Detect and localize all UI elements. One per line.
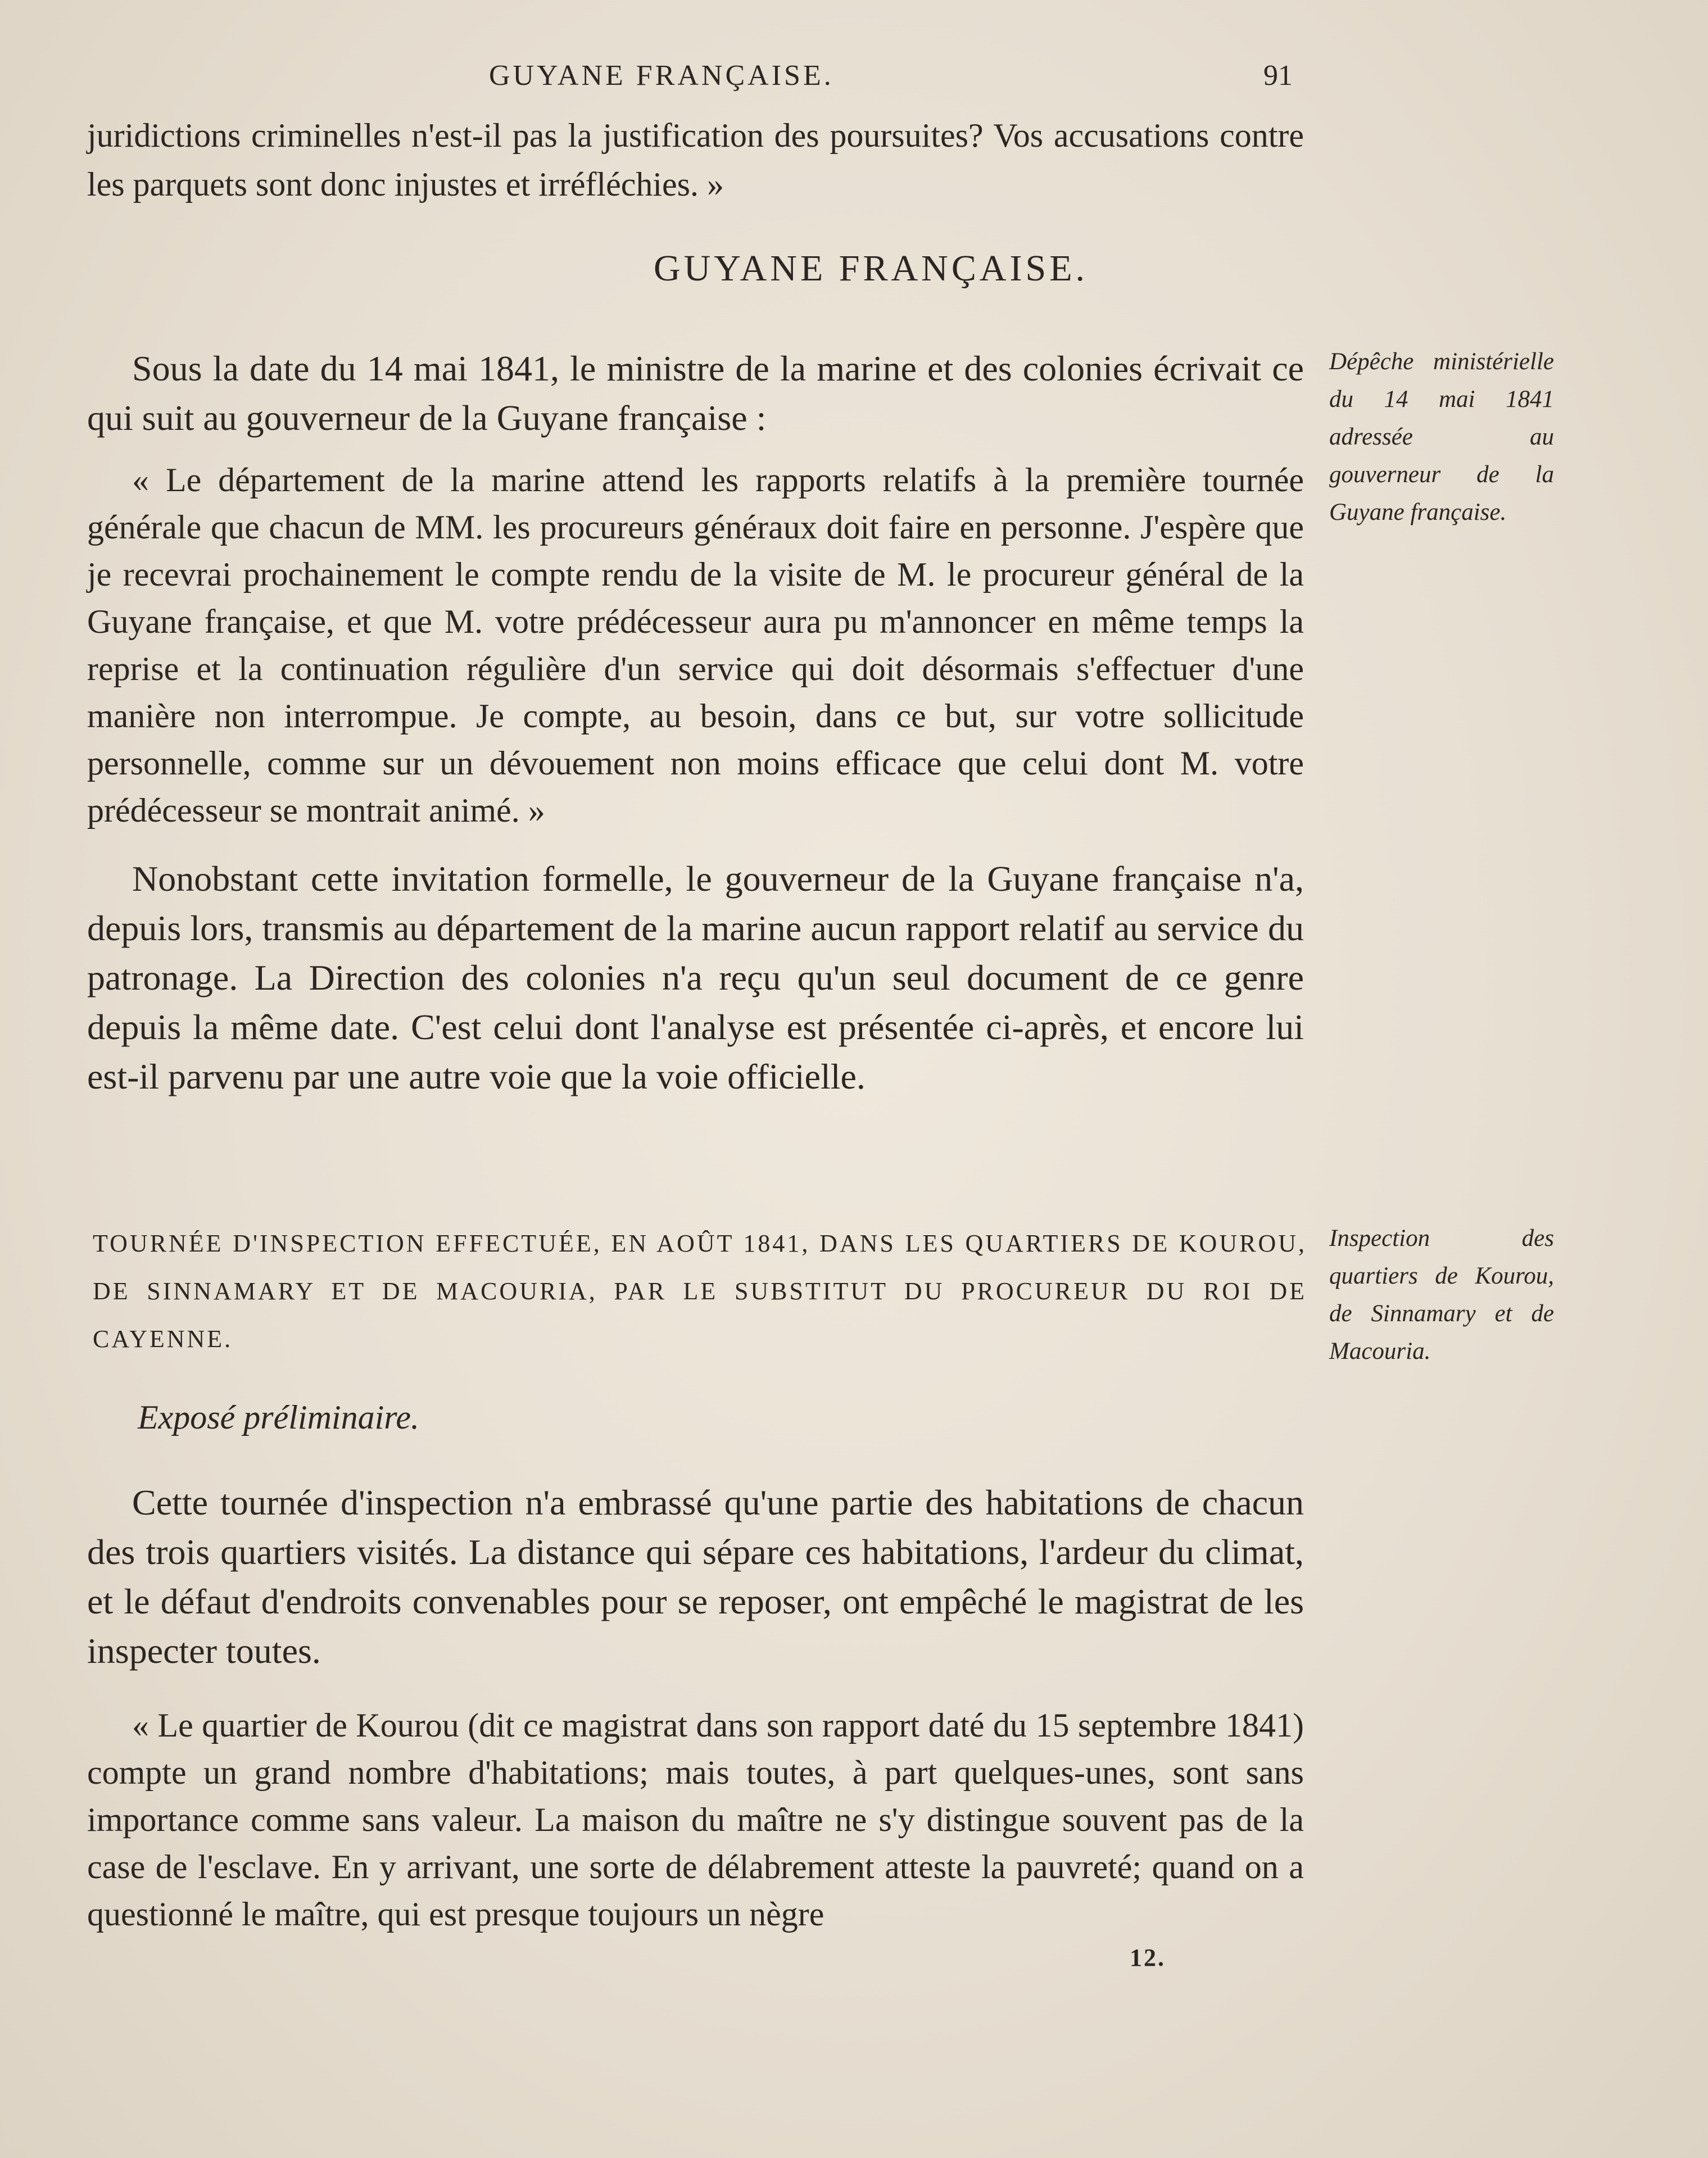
paragraph-2: « Le département de la marine attend les rapports relatifs à la première tournée générale que chacun de MM. les procureurs généraux doit faire en personne. J'espère que je recevrai prochainement le compte rendu de la visite de M. le procureur général de la Guyane française, et que M. votre prédécesseur aura pu m'annoncer en même temps la reprise et la continuation régulière d'un service qui doit désormais s'effectuer d'une manière non interrompue. Je compte, au besoin, dans ce but, sur votre sollicitude personnelle, comme sur un dévouement non moins efficace que celui dont M. votre prédécesseur se montrait animé. » [87, 461, 1304, 829]
paragraph-1: Sous la date du 14 mai 1841, le ministre de la marine et des colonies écrivait ce qui suit au gouverneur de la Guyane française : [87, 348, 1304, 438]
paragraph-5-block [87, 1702, 1304, 1938]
paragraph-5: « Le quartier de Kourou (dit ce magistrat dans son rapport daté du 15 septembre 1841) compte un grand nombre d'habitations; mais toutes, à part quelques-unes, sont sans importance comme sans valeur. La maison du maître ne s'y distingue souvent pas de la case de l'esclave. En y arrivant, une sorte de délabrement atteste la pauvreté; quand on a questionné le maître, qui est presque toujours un nègre [87, 1707, 1304, 1933]
sidenote-inspection: Inspection des quartiers de Kourou, de Sinnamary et de Macouria. [1329, 1225, 1554, 1364]
paragraph-1-block [87, 344, 1304, 443]
running-header [0, 59, 1708, 110]
expose-title: Exposé préliminaire. [138, 1399, 420, 1436]
inspection-heading: TOURNÉE D'INSPECTION EFFECTUÉE, EN AOÛT 1841, DANS LES QUARTIERS DE KOUROU, DE SINNAMARY ET DE MACOURIA, PAR LE SUBSTITUT DU PROCUREUR DU ROI DE CAYENNE. [93, 1230, 1307, 1353]
signature-mark: 12. [1130, 1944, 1166, 1971]
running-title: GUYANE FRANÇAISE. [489, 60, 834, 92]
section-title: GUYANE FRANÇAISE. [653, 248, 1089, 289]
intro-paragraph-block [87, 111, 1304, 209]
page-number: 91 [1263, 60, 1293, 92]
paragraph-3: Nonobstant cette invitation formelle, le gouverneur de la Guyane française n'a, depuis lors, transmis au département de la marine aucun rapport relatif au service du patronage. La Direction des colonies n'a reçu qu'un seul document de ce genre depuis la même date. C'est celui dont l'analyse est présentée ci-après, et encore lui est-il parvenu par une autre voie que la voie officielle. [87, 859, 1304, 1096]
sidenote-depeche: Dépêche ministérielle du 14 mai 1841 adressée au gouverneur de la Guyane française. [1329, 348, 1554, 525]
paragraph-3-block [87, 854, 1304, 1101]
paragraph-4-block [87, 1478, 1304, 1676]
paragraph-2-block [87, 456, 1304, 834]
intro-paragraph: juridictions criminelles n'est-il pas la justification des poursuites? Vos accusations contre les parquets sont donc injustes et irréfléchies. » [87, 117, 1304, 203]
paragraph-4: Cette tournée d'inspection n'a embrassé qu'une partie des habitations de chacun des trois quartiers visités. La distance qui sépare ces habitations, l'ardeur du climat, et le défaut d'endroits convenables pour se reposer, ont empêché le magistrat de les inspecter toutes. [87, 1483, 1304, 1671]
